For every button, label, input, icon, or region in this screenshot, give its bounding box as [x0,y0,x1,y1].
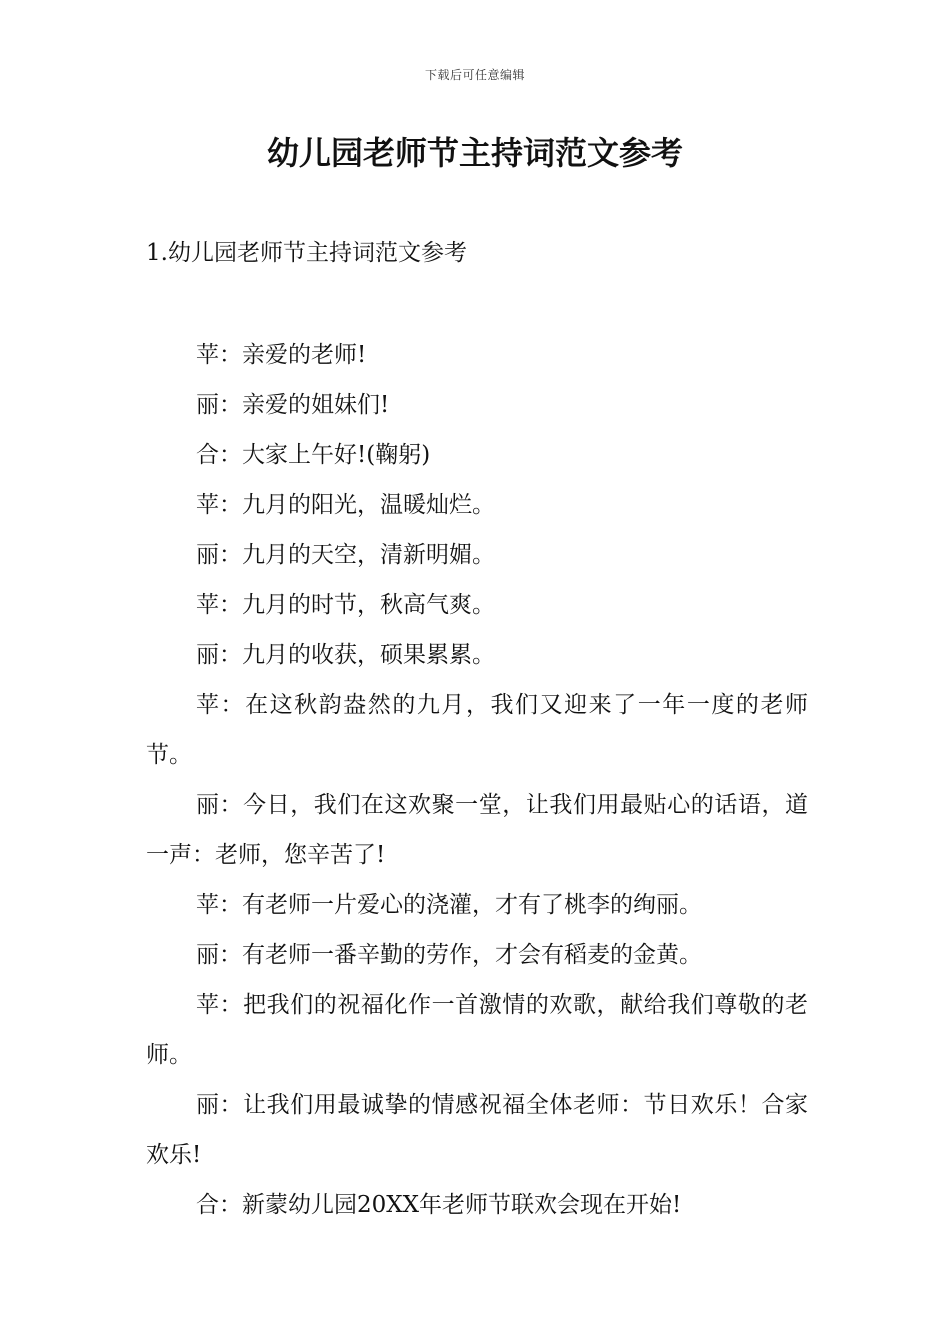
paragraph: 丽：九月的天空，清新明媚。 [196,542,495,568]
paragraph: 苹：在这秋韵盎然的九月，我们又迎来了一年一度的老师节。 [146,692,808,768]
paragraph: 合：大家上午好!(鞠躬) [196,442,431,468]
paragraph: 苹：亲爱的老师! [196,342,367,368]
paragraph: 丽：让我们用最诚挚的情感祝福全体老师：节日欢乐！合家欢乐! [146,1092,808,1168]
header-note: 下载后可任意编辑 [424,68,525,82]
paragraph: 合：新蒙幼儿园20XX年老师节联欢会现在开始! [196,1192,682,1218]
paragraph: 苹：有老师一片爱心的浇灌，才有了桃李的绚丽。 [196,892,702,918]
paragraph: 丽：有老师一番辛勤的劳作，才会有稻麦的金黄。 [196,942,702,968]
paragraph: 苹：九月的阳光，温暖灿烂。 [196,492,495,518]
paragraph: 苹：把我们的祝福化作一首激情的欢歌，献给我们尊敬的老师。 [146,992,808,1068]
paragraph: 丽：九月的收获，硕果累累。 [196,642,495,668]
body-text [146,330,808,1230]
paragraph: 丽：今日，我们在这欢聚一堂，让我们用最贴心的话语，道一声：老师，您辛苦了! [146,792,808,868]
section-heading: 1.幼儿园老师节主持词范文参考 [146,240,467,266]
paragraph: 苹：九月的时节，秋高气爽。 [196,592,495,618]
document-title: 幼儿园老师节主持词范文参考 [266,134,683,172]
paragraph: 丽：亲爱的姐妹们! [196,392,390,418]
